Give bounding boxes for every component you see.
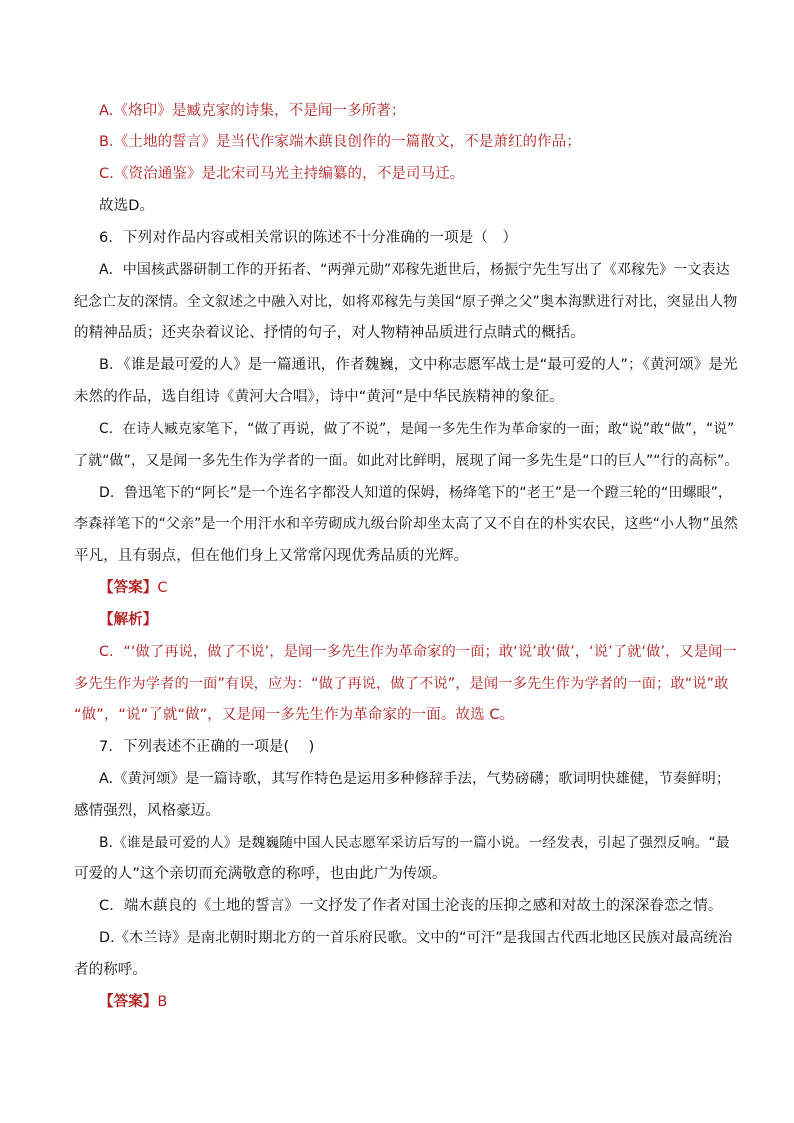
analysis-label: 【解析】	[99, 612, 158, 628]
answer-value: C	[157, 580, 168, 596]
q7-option-b-line2: 可爱的人”这个亲切而充满敬意的称呼，也由此广为传颂。	[74, 866, 447, 882]
answer-label: 【答案】	[99, 994, 158, 1010]
q6-analysis-line3: “做”，“说”了就“做”，又是闻一多先生作为革命家的一面。故选 C。	[74, 707, 515, 723]
question-7-stem: 7．下列表述不正确的一项是( )	[99, 739, 315, 755]
q6-analysis-line2: 多先生作为学者的一面”有误，应为：“做了再说，做了不说”，是闻一多先生作为学者的一面；敢“说”敢	[74, 676, 729, 692]
q7-option-b-line1: B.《谁是最可爱的人》是魏巍随中国人民志愿军采访后写的一篇小说。一经发表，引起了强烈反响。“最	[99, 835, 730, 851]
prev-analysis-option-c: C.《资治通鉴》是北宋司马光主持编纂的，不是司马迁。	[99, 166, 465, 182]
q6-answer	[99, 578, 739, 598]
q6-analysis-heading	[99, 610, 739, 630]
q6-option-c-line2: 了就“做”，又是闻一多先生作为学者的一面。如此对比鲜明，展现了闻一多先生是“口的巨人”“行的高标”。	[74, 453, 739, 469]
prev-analysis-option-a: A.《烙印》是臧克家的诗集，不是闻一多所著；	[99, 103, 406, 119]
q6-option-a-line3: 的精神品质；还夹杂着议论、抒情的句子，对人物精神品质进行点睛式的概括。	[74, 325, 585, 341]
answer-value: B	[157, 994, 168, 1010]
q6-option-a-line2: 纪念亡友的深情。全文叙述之中融入对比，如将邓稼先与美国“原子弹之父”奥本海默进行对比，突显出人物	[74, 294, 738, 310]
q6-analysis-line1: C．“‘做了再说，做了不说’，是闻一多先生作为革命家的一面；敢‘说’敢‘做’，‘说’了就‘做’，又是闻一	[99, 644, 737, 660]
q6-option-b-line2: 未然的作品，选自组诗《黄河大合唱》，诗中“黄河”是中华民族精神的象征。	[74, 389, 564, 405]
answer-label: 【答案】	[99, 580, 158, 596]
q6-option-d-line2: 李森祥笔下的“父亲”是一个用汗水和辛劳砌成九级台阶却坐太高了又不自在的朴实农民，这些“小人物”虽然	[74, 516, 738, 532]
q6-option-a-line1: A．中国核武器研制工作的开拓者、“两弹元勋”邓稼先逝世后，杨振宁先生写出了《邓稼先》一文表达	[99, 262, 730, 278]
q6-option-d-line1: D．鲁迅笔下的“阿长”是一个连名字都没人知道的保姆，杨绛笔下的“老王”是一个蹬三轮的“田螺眼”，	[99, 485, 733, 501]
prev-conclusion: 故选D。	[99, 198, 155, 214]
q7-answer	[99, 992, 739, 1012]
q7-option-d-line1: D.《木兰诗》是南北朝时期北方的一首乐府民歌。文中的“可汗”是我国古代西北地区民族对最高统治	[99, 930, 733, 946]
question-6-stem: 6．下列对作品内容或相关常识的陈述不十分准确的一项是（ ）	[99, 230, 518, 246]
q6-option-b-line1: B．《谁是最可爱的人》是一篇通讯，作者魏巍，文中称志愿军战士是“最可爱的人”；《黄河颂》是光	[99, 357, 738, 373]
q6-option-c-line1: C．在诗人臧克家笔下，“做了再说，做了不说”，是闻一多先生作为革命家的一面；敢“说”敢“做”，“说”	[99, 421, 735, 437]
q7-option-d-line2: 者的称呼。	[74, 962, 147, 978]
q7-option-a-line2: 感情强烈，风格豪迈。	[74, 803, 220, 819]
q6-option-d-line3: 平凡，且有弱点，但在他们身上又常常闪现优秀品质的光辉。	[74, 548, 469, 564]
prev-analysis-option-b: B.《土地的誓言》是当代作家端木蕻良创作的一篇散文，不是萧红的作品；	[99, 134, 581, 150]
q7-option-c: C．端木蕻良的《土地的誓言》一文抒发了作者对国土沦丧的压抑之感和对故土的深深眷恋之情。	[99, 898, 723, 914]
q7-option-a-line1: A.《黄河颂》是一篇诗歌，其写作特色是运用多种修辞手法，气势磅礴；歌词明快雄健，节奏鲜明；	[99, 771, 731, 787]
